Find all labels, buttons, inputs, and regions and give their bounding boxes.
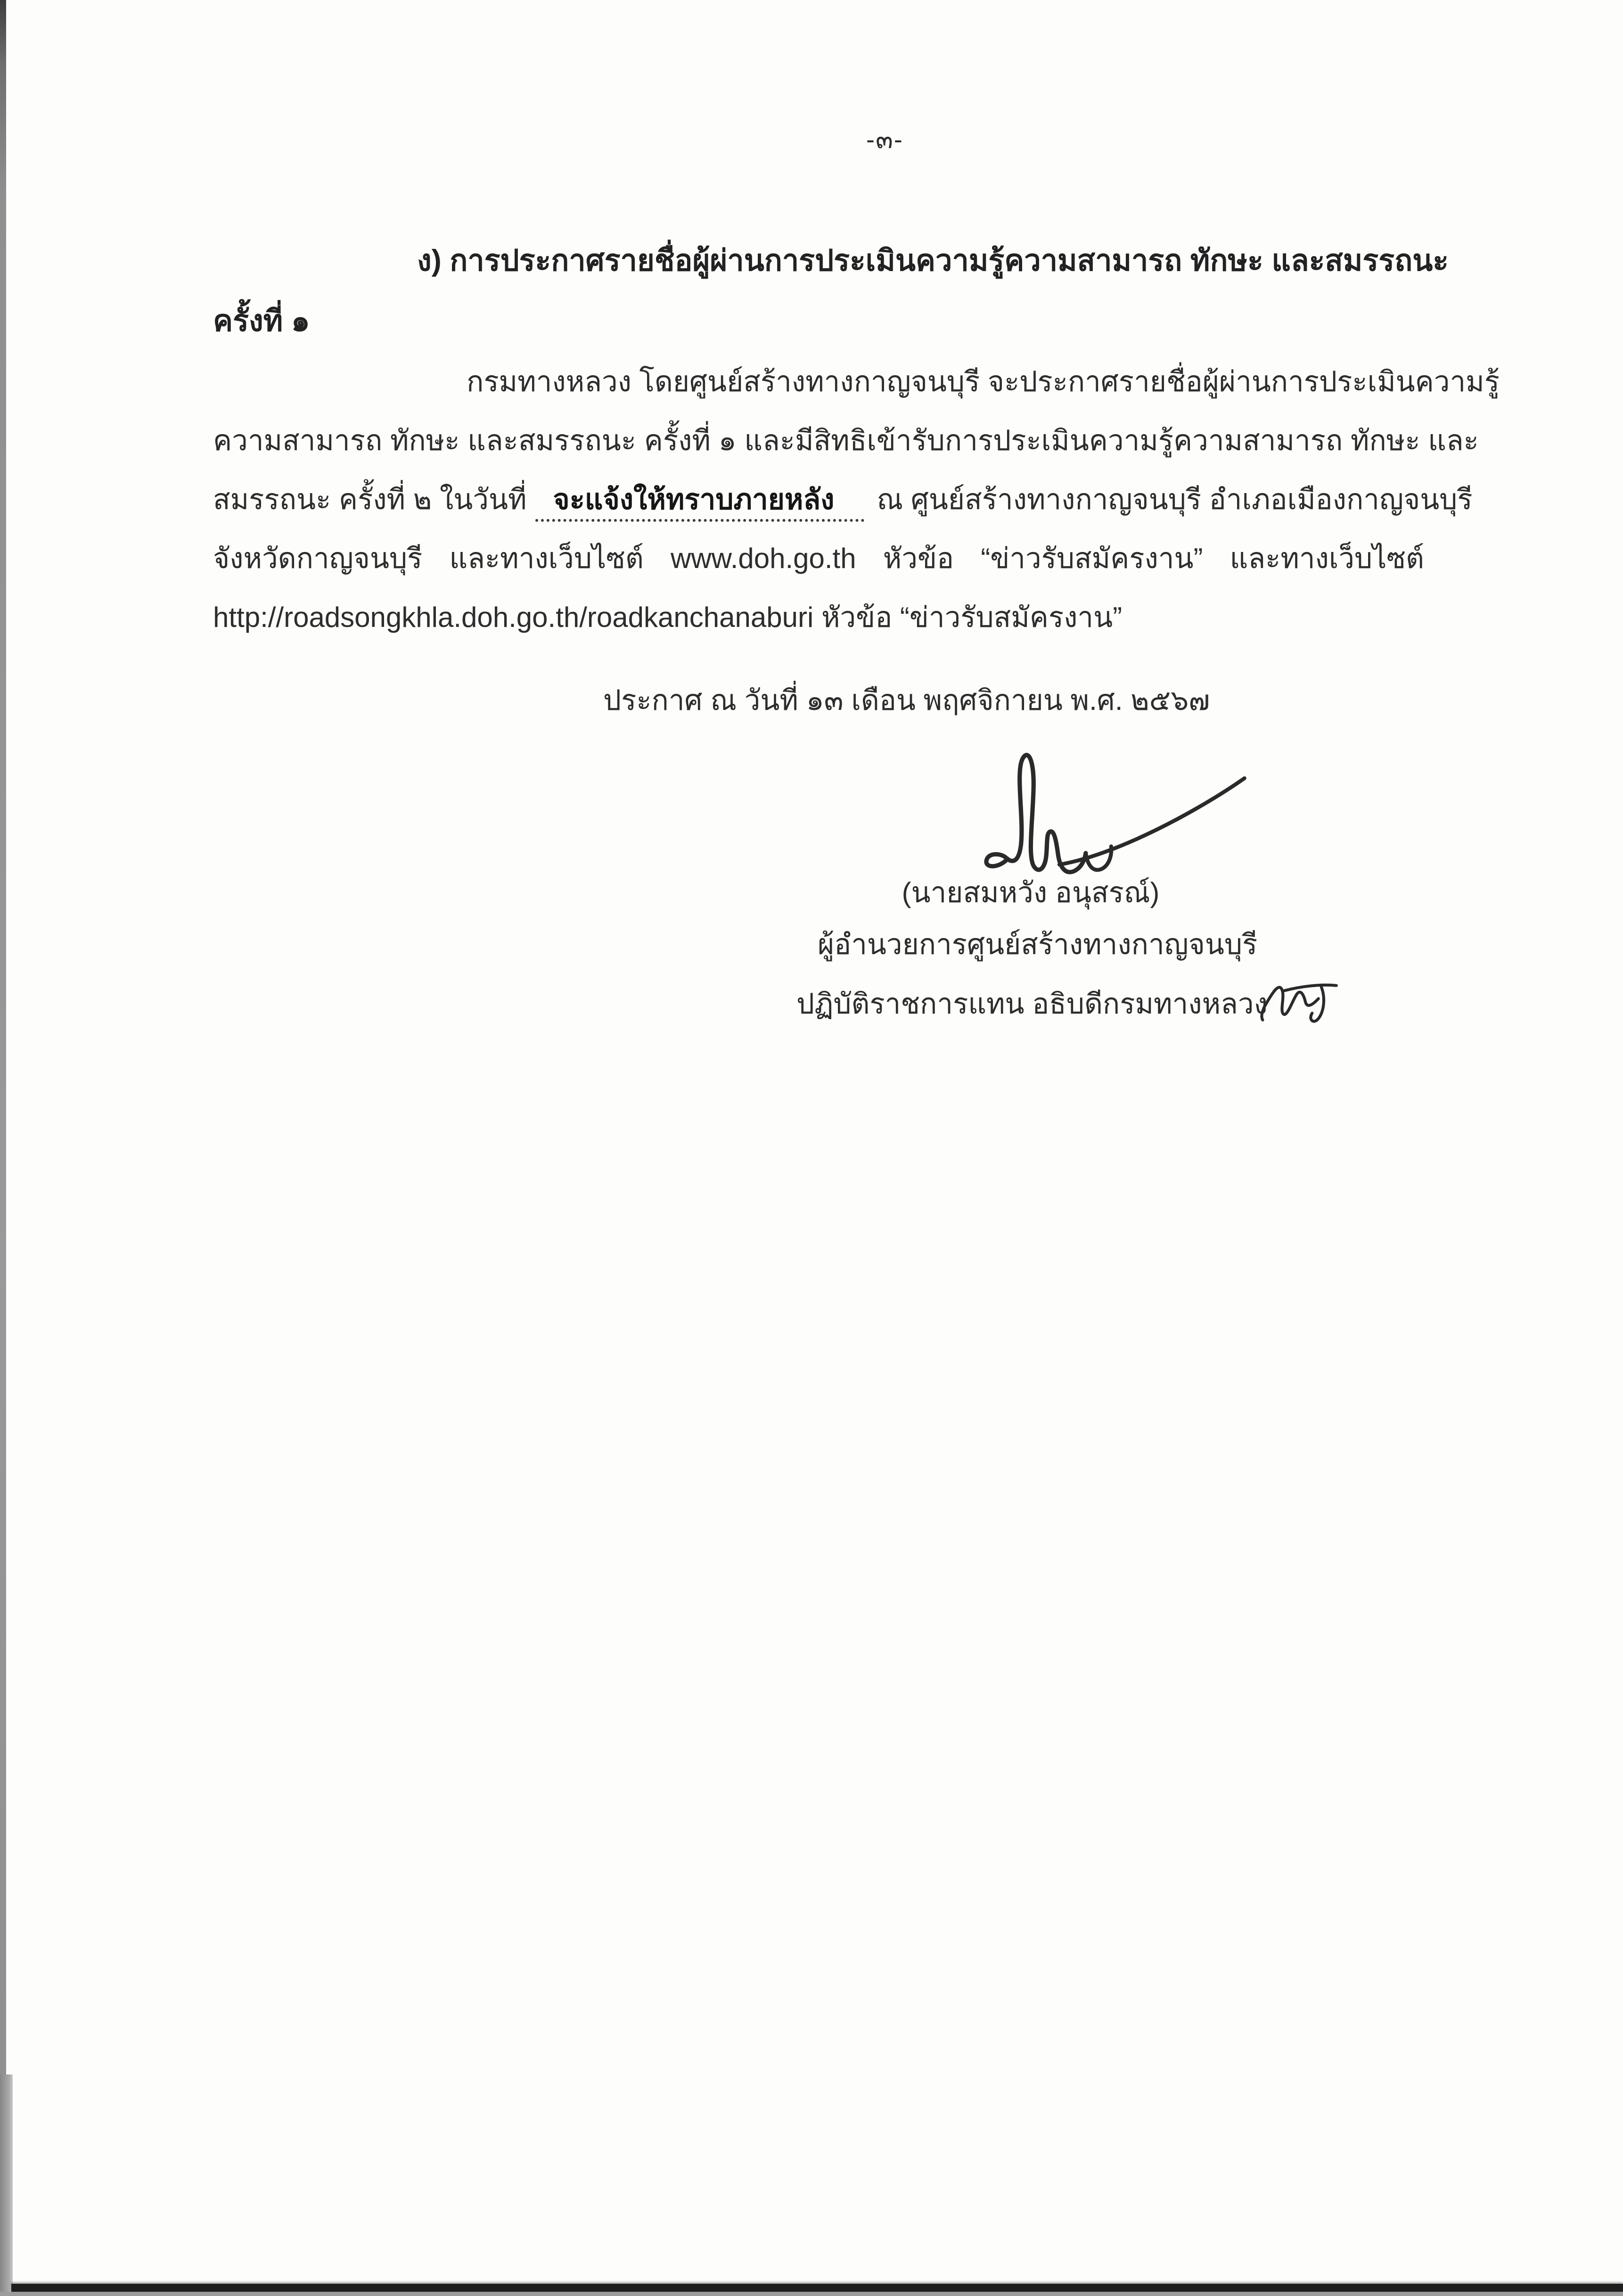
section-heading-continued: ครั้งที่ ๑	[213, 304, 310, 337]
paragraph-line-1: กรมทางหลวง โดยศูนย์สร้างทางกาญจนบุรี จะประกาศรายชื่อผู้ผ่านการประเมินความรู้	[467, 366, 1500, 397]
signatory-title: ผู้อำนวยการศูนย์สร้างทางกาญจนบุรี	[818, 929, 1258, 960]
paragraph-line-3-before: สมรรถนะ ครั้งที่ ๒ ในวันที่	[213, 484, 527, 515]
paragraph-line-3	[213, 476, 1473, 523]
signatory-name: (นายสมหวัง อนุสรณ์)	[902, 877, 1160, 908]
scan-edge-left	[0, 0, 6, 2296]
announcement-date-line: ประกาศ ณ วันที่ ๑๓ เดือน พฤศจิกายน พ.ศ. ๒๕๖๗	[603, 684, 1210, 716]
signatory-acting-line: ปฏิบัติราชการแทน อธิบดีกรมทางหลวง	[796, 988, 1268, 1020]
date-to-be-announced-blank: จะแจ้งให้ทราบภายหลัง	[535, 484, 865, 522]
scan-edge-left-bottom	[0, 2074, 13, 2296]
page-number: -๓-	[866, 125, 903, 154]
paragraph-line-3-after: ณ ศูนย์สร้างทางกาญจนบุรี อำเภอเมืองกาญจนบุรี	[877, 484, 1473, 515]
paragraph-line-5-url: http://roadsongkhla.doh.go.th/roadkanchanaburi หัวข้อ “ข่าวรับสมัครงาน”	[213, 601, 1123, 633]
paragraph-line-4: จังหวัดกาญจนบุรี และทางเว็บไซต์ www.doh.go.th หัวข้อ “ข่าวรับสมัครงาน” และทางเว็บไซต์	[213, 543, 1424, 574]
director-signature	[978, 750, 1251, 885]
scan-edge-bottom-outer	[0, 2292, 1623, 2296]
initials-signature	[1257, 970, 1340, 1024]
paragraph-line-2: ความสามารถ ทักษะ และสมรรถนะ ครั้งที่ ๑ และมีสิทธิเข้ารับการประเมินความรู้ความสามารถ ทักษะ และ	[213, 425, 1479, 456]
scan-edge-bottom	[11, 2284, 1623, 2292]
section-heading: ง) การประกาศรายชื่อผู้ผ่านการประเมินความรู้ความสามารถ ทักษะ และสมรรถนะ	[417, 244, 1449, 277]
